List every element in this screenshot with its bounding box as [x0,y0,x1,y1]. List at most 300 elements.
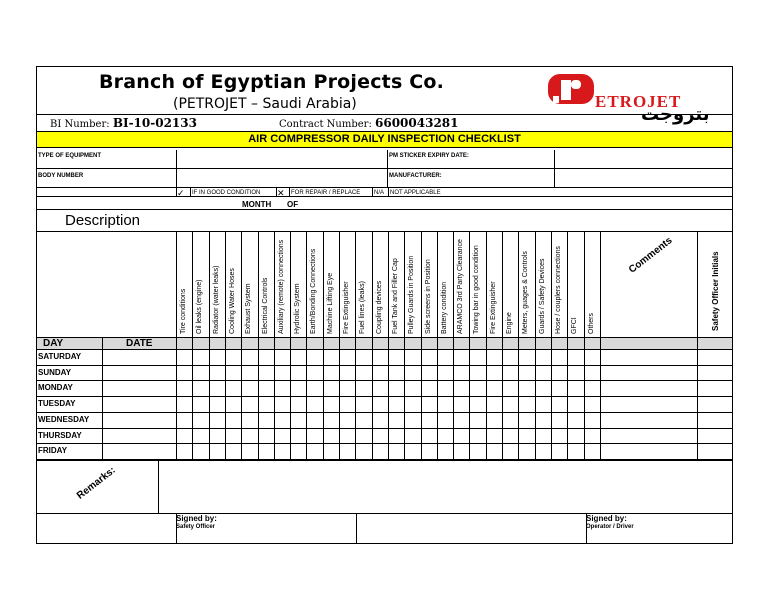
divider [387,150,388,188]
column-header: Electrical Controls [261,277,269,334]
divider [176,513,177,544]
check-cell[interactable] [551,365,567,381]
column-header: Guards / Safety Devices [538,258,546,334]
check-cell[interactable] [290,349,306,365]
check-cell[interactable] [372,365,388,381]
check-cell[interactable] [323,443,339,459]
check-cell[interactable] [535,380,551,396]
column-header: Side screens in Position [424,259,432,334]
check-cell[interactable] [176,428,192,444]
divider [190,187,191,197]
check-cell[interactable] [225,412,241,428]
day-label: FRIDAY [38,446,68,456]
divider [421,231,422,460]
divider [37,168,732,169]
pm-sticker-field[interactable] [554,150,732,168]
check-cell[interactable] [421,396,437,412]
check-cell[interactable] [241,365,257,381]
check-cell[interactable] [567,380,583,396]
check-cell[interactable] [192,396,208,412]
check-cell[interactable] [535,396,551,412]
check-cell[interactable] [306,365,322,381]
check-cell[interactable] [192,349,208,365]
column-header: Fire Extinguisher [343,281,350,334]
check-cell[interactable] [421,349,437,365]
column-header: Fuel lines (leaks) [359,281,367,334]
check-cell[interactable] [421,380,437,396]
comments-cell[interactable] [600,380,697,396]
day-label: MONDAY [38,383,73,393]
divider [518,231,519,460]
comments-header: Comments [627,235,675,276]
check-cell[interactable] [502,396,518,412]
check-cell[interactable] [535,443,551,459]
check-cell[interactable] [274,365,290,381]
divider [486,231,487,460]
check-cell[interactable] [225,349,241,365]
check-cell[interactable] [225,365,241,381]
check-cell[interactable] [388,365,404,381]
check-cell[interactable] [404,380,420,396]
check-cell[interactable] [404,349,420,365]
divider [355,231,356,460]
check-cell[interactable] [274,380,290,396]
logo-mark-icon [545,70,597,108]
check-cell[interactable] [518,428,534,444]
check-cell[interactable] [225,443,241,459]
check-cell[interactable] [274,349,290,365]
check-cell[interactable] [355,396,371,412]
logo-latin-text: ETROJET [595,92,682,111]
check-cell[interactable] [388,349,404,365]
legend-repair-text: FOR REPAIR / REPLACE [291,190,361,196]
check-cell[interactable] [176,396,192,412]
comments-cell[interactable] [600,412,697,428]
divider [274,231,275,460]
check-cell[interactable] [437,428,453,444]
check-cell[interactable] [469,380,485,396]
type-of-equipment-field[interactable] [176,150,387,168]
check-cell[interactable] [535,412,551,428]
check-cell[interactable] [518,443,534,459]
check-cell[interactable] [323,396,339,412]
check-cell[interactable] [437,443,453,459]
inspection-form [36,66,733,544]
check-cell[interactable] [584,396,600,412]
of-label: OF [287,200,299,209]
check-cell[interactable] [339,396,355,412]
check-cell[interactable] [584,380,600,396]
check-cell[interactable] [323,428,339,444]
signed-by-right-label: Signed by: [586,514,627,523]
divider [388,187,389,197]
divider [469,231,470,460]
check-cell[interactable] [584,365,600,381]
check-cell[interactable] [209,380,225,396]
divider [37,428,732,429]
check-cell[interactable] [372,428,388,444]
check-cell[interactable] [486,428,502,444]
legend-ok-text: IF IN GOOD CONDITION [192,190,261,196]
check-cell[interactable] [469,396,485,412]
check-cell[interactable] [339,412,355,428]
check-cell[interactable] [388,396,404,412]
check-cell[interactable] [421,428,437,444]
check-cell[interactable] [372,380,388,396]
check-cell[interactable] [551,380,567,396]
check-cell[interactable] [404,443,420,459]
column-header: Hose / couplers connections [554,246,562,334]
check-cell[interactable] [551,443,567,459]
column-header: Oil leaks (engine) [196,279,204,334]
check-cell[interactable] [404,396,420,412]
initials-cell[interactable] [697,396,732,412]
divider [37,114,732,115]
date-cell[interactable] [102,349,176,365]
check-cell[interactable] [486,365,502,381]
divider [37,380,732,381]
comments-cell[interactable] [600,365,697,381]
column-header: Radiator (water leaks) [212,265,220,334]
check-cell[interactable] [192,443,208,459]
date-cell[interactable] [102,396,176,412]
check-cell[interactable] [388,428,404,444]
divider [37,396,732,397]
check-cell[interactable] [176,412,192,428]
divider [176,187,177,197]
check-cell[interactable] [388,380,404,396]
column-header: Fuel Tank and Filler Cap [391,258,399,334]
date-cell[interactable] [102,380,176,396]
divider [535,231,536,460]
check-cell[interactable] [502,412,518,428]
check-cell[interactable] [551,412,567,428]
signed-by-left-label: Signed by: [176,514,217,523]
check-cell[interactable] [453,349,469,365]
check-cell[interactable] [502,365,518,381]
date-header: DATE [126,338,153,349]
divider [290,231,291,460]
check-cell[interactable] [290,412,306,428]
check-cell[interactable] [290,396,306,412]
check-cell[interactable] [306,443,322,459]
contract-number [279,116,459,130]
check-cell[interactable] [306,412,322,428]
check-cell[interactable] [306,349,322,365]
check-cell[interactable] [518,365,534,381]
date-cell[interactable] [102,365,176,381]
date-cell[interactable] [102,412,176,428]
check-cell[interactable] [209,396,225,412]
check-cell[interactable] [209,412,225,428]
check-cell[interactable] [567,365,583,381]
divider [176,231,177,460]
initials-cell[interactable] [697,412,732,428]
check-cell[interactable] [241,396,257,412]
divider [192,231,193,460]
check-cell[interactable] [241,443,257,459]
check-cell[interactable] [355,428,371,444]
form-title: AIR COMPRESSOR DAILY INSPECTION CHECKLIST [37,131,732,148]
check-cell[interactable] [274,428,290,444]
check-cell[interactable] [323,349,339,365]
check-cell[interactable] [209,365,225,381]
check-cell[interactable] [323,412,339,428]
column-header: ARAMCO 3rd Party Clearance [457,239,465,334]
check-cell[interactable] [355,380,371,396]
manufacturer-field[interactable] [554,169,732,187]
check-cell[interactable] [437,365,453,381]
check-cell[interactable] [486,412,502,428]
comments-cell[interactable] [600,396,697,412]
day-label: THURSDAY [38,430,82,440]
check-cell[interactable] [469,443,485,459]
divider [37,337,732,338]
divider [372,231,373,460]
check-cell[interactable] [486,349,502,365]
check-cell[interactable] [372,349,388,365]
check-cell[interactable] [486,443,502,459]
check-cell[interactable] [323,380,339,396]
check-cell[interactable] [372,443,388,459]
initials-cell[interactable] [697,428,732,444]
divider [567,231,568,460]
day-label: SATURDAY [38,352,82,361]
divider [37,513,732,514]
check-cell[interactable] [453,443,469,459]
check-cell[interactable] [502,443,518,459]
check-cell[interactable] [241,412,257,428]
check-cell[interactable] [584,349,600,365]
check-cell[interactable] [437,396,453,412]
check-cell[interactable] [404,365,420,381]
check-cell[interactable] [241,428,257,444]
check-cell[interactable] [339,428,355,444]
check-cell[interactable] [404,412,420,428]
column-header: Fire Extinguisher [489,281,497,334]
check-cell[interactable] [469,412,485,428]
check-cell[interactable] [258,349,274,365]
divider [37,187,732,188]
check-cell[interactable] [421,365,437,381]
check-cell[interactable] [453,380,469,396]
check-cell[interactable] [209,349,225,365]
check-cell[interactable] [339,349,355,365]
check-cell[interactable] [258,412,274,428]
check-cell[interactable] [502,428,518,444]
check-cell[interactable] [192,380,208,396]
check-cell[interactable] [567,428,583,444]
check-cell[interactable] [225,428,241,444]
contract-number-label: Contract Number: [279,119,372,130]
contract-number-value: 6600043281 [375,116,459,130]
divider [176,150,177,188]
check-cell[interactable] [258,396,274,412]
check-cell[interactable] [388,443,404,459]
day-label: WEDNESDAY [38,414,90,424]
check-cell[interactable] [421,412,437,428]
check-cell[interactable] [421,443,437,459]
check-cell[interactable] [225,396,241,412]
check-cell[interactable] [355,443,371,459]
check-cell[interactable] [339,443,355,459]
body-number-field[interactable] [176,169,387,187]
check-cell[interactable] [502,380,518,396]
initials-cell[interactable] [697,349,732,365]
check-cell[interactable] [502,349,518,365]
divider [37,349,732,350]
check-cell[interactable] [258,443,274,459]
petrojet-logo [545,70,731,128]
check-cell[interactable] [241,349,257,365]
check-cell[interactable] [404,428,420,444]
check-cell[interactable] [290,380,306,396]
safety-officer-role: Safety Officer [176,524,216,530]
check-cell[interactable] [372,396,388,412]
initials-cell[interactable] [697,380,732,396]
column-header: Exhaust System [245,283,253,334]
divider [258,231,259,460]
check-cell[interactable] [551,349,567,365]
check-cell[interactable] [192,412,208,428]
check-cell[interactable] [567,396,583,412]
check-cell[interactable] [306,428,322,444]
initials-cell[interactable] [697,365,732,381]
divider [37,365,732,366]
check-cell[interactable] [518,349,534,365]
check-cell[interactable] [225,380,241,396]
check-cell[interactable] [258,365,274,381]
check-cell[interactable] [486,396,502,412]
check-cell[interactable] [339,380,355,396]
bi-number-label: BI Number: [50,119,110,130]
check-cell[interactable] [290,365,306,381]
check-cell[interactable] [274,443,290,459]
column-header: Towing bar in good condition [473,245,481,334]
check-cell[interactable] [176,349,192,365]
na-symbol: N/A [374,190,385,196]
check-cell[interactable] [306,380,322,396]
check-cell[interactable] [290,443,306,459]
column-header: Engine [506,312,513,334]
check-cell[interactable] [209,428,225,444]
check-cell[interactable] [518,380,534,396]
check-cell[interactable] [453,396,469,412]
comments-cell[interactable] [600,443,697,459]
check-cell[interactable] [339,365,355,381]
check-cell[interactable] [192,428,208,444]
check-cell[interactable] [551,428,567,444]
check-cell[interactable] [355,365,371,381]
divider [554,150,555,188]
divider [372,187,373,197]
check-cell[interactable] [290,428,306,444]
column-header: Machine Lifting Eye [326,272,334,334]
divider [37,443,732,444]
divider [241,231,242,460]
check-cell[interactable] [453,412,469,428]
check-cell[interactable] [355,349,371,365]
check-cell[interactable] [469,428,485,444]
bi-number-value: BI-10-02133 [112,116,197,130]
check-cell[interactable] [437,349,453,365]
check-cell[interactable] [176,365,192,381]
divider [158,460,159,514]
check-cell[interactable] [453,365,469,381]
remarks-field[interactable] [158,460,732,513]
check-cell[interactable] [388,412,404,428]
check-cell[interactable] [176,380,192,396]
check-cell[interactable] [584,412,600,428]
check-cell[interactable] [372,412,388,428]
comments-cell[interactable] [600,428,697,444]
check-cell[interactable] [258,428,274,444]
check-cell[interactable] [274,412,290,428]
initials-cell[interactable] [697,443,732,459]
check-cell[interactable] [518,396,534,412]
check-cell[interactable] [192,365,208,381]
check-cell[interactable] [535,349,551,365]
logo-arabic-text: بتروجت [641,104,710,125]
divider [586,513,587,544]
divider [37,459,732,460]
check-cell[interactable] [518,412,534,428]
check-cell[interactable] [258,380,274,396]
signature-field-middle[interactable] [356,514,586,543]
manufacturer-label: MANUFACTURER: [389,173,442,179]
check-cell[interactable] [567,349,583,365]
check-cell[interactable] [584,428,600,444]
check-symbol-icon: ✓ [177,188,185,198]
divider [37,460,732,461]
date-cell[interactable] [102,428,176,444]
check-cell[interactable] [469,365,485,381]
check-cell[interactable] [437,380,453,396]
check-cell[interactable] [437,412,453,428]
check-cell[interactable] [355,412,371,428]
column-header: Battery condition [440,281,448,334]
day-label: SUNDAY [38,367,72,377]
check-cell[interactable] [551,396,567,412]
check-cell[interactable] [453,428,469,444]
body-number-label: BODY NUMBER [38,173,84,179]
check-cell[interactable] [241,380,257,396]
check-cell[interactable] [535,428,551,444]
check-cell[interactable] [486,380,502,396]
check-cell[interactable] [323,365,339,381]
column-header: Cooling Water Hoses [228,268,236,334]
divider [356,513,357,544]
date-cell[interactable] [102,443,176,459]
comments-cell[interactable] [600,349,697,365]
check-cell[interactable] [567,443,583,459]
divider [37,231,732,232]
divider [388,231,389,460]
divider [289,187,290,197]
check-cell[interactable] [535,365,551,381]
check-cell[interactable] [567,412,583,428]
divider [600,231,601,460]
check-cell[interactable] [469,349,485,365]
check-cell[interactable] [176,443,192,459]
check-cell[interactable] [274,396,290,412]
check-cell[interactable] [584,443,600,459]
description-heading: Description [65,212,141,229]
check-cell[interactable] [209,443,225,459]
company-subtitle: (PETROJET – Saudi Arabia) [173,96,357,112]
check-cell[interactable] [306,396,322,412]
divider [437,231,438,460]
